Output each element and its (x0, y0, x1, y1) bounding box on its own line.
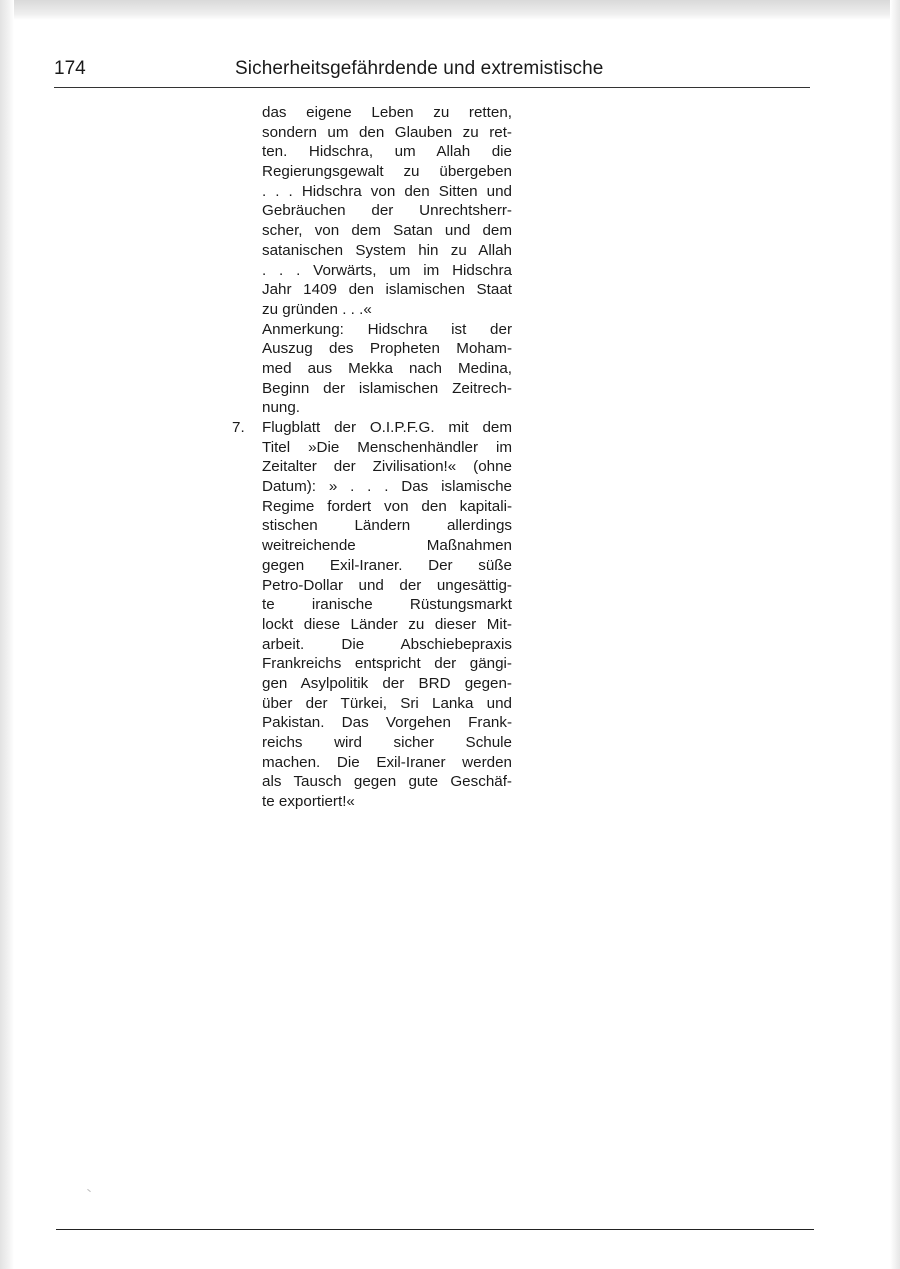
text-line: sondern um den Glauben zu ret- (262, 123, 512, 141)
text-line: satanischen System hin zu Allah (262, 241, 512, 259)
text-line: Pakistan. Das Vorgehen Frank- (262, 714, 512, 732)
header-rule (54, 87, 810, 88)
text-line: Regime fordert von den kapitali- (262, 497, 512, 515)
text-line: reichs wird sicher Schule (262, 734, 512, 751)
text-line: te exportiert!« (262, 793, 355, 811)
text-line: Datum): » . . . Das islamische (262, 478, 512, 496)
text-line: arbeit. Die Abschiebepraxis (262, 635, 512, 653)
text-line: Petro-Dollar und der ungesättig- (262, 576, 512, 594)
footer-rule (56, 1229, 814, 1230)
text-line: weitreichende Maßnahmen (262, 537, 512, 555)
text-line: gegen Exil-Iraner. Der süße (262, 556, 512, 574)
text-line: med aus Mekka nach Medina, (262, 359, 512, 377)
text-line: Titel »Die Menschenhändler im (262, 438, 512, 456)
text-line: lockt diese Länder zu dieser Mit- (262, 615, 512, 633)
text-line: Regierungsgewalt zu übergeben (262, 163, 512, 181)
text-line: scher, von dem Satan und dem (262, 222, 512, 240)
text-line: ten. Hidschra, um Allah die (262, 143, 512, 161)
text-line: zu gründen . . .« (262, 300, 372, 318)
text-line: machen. Die Exil-Iraner werden (262, 753, 512, 771)
scan-shadow-left (0, 0, 14, 1269)
text-line: über der Türkei, Sri Lanka und (262, 694, 512, 712)
text-line: nung. (262, 399, 301, 417)
text-line: das eigene Leben zu retten, (262, 104, 512, 121)
scan-speck (87, 1189, 91, 1192)
text-line: te iranische Rüstungsmarkt (262, 596, 512, 614)
text-line: Flugblatt der O.I.P.F.G. mit dem (262, 419, 512, 436)
running-head: Sicherheitsgefährdende und extremistische (235, 58, 604, 79)
list-item (232, 418, 512, 812)
text-line: Gebräuchen der Unrechtsherr- (262, 202, 512, 220)
text-line: stischen Ländern allerdings (262, 517, 512, 535)
text-column (232, 103, 512, 812)
scan-shadow-right (890, 0, 900, 1269)
text-line: Auszug des Propheten Moham- (262, 340, 512, 358)
text-line: Zeitalter der Zivilisation!« (ohne (262, 458, 512, 476)
text-line: . . . Vorwärts, um im Hidschra (262, 261, 512, 279)
page-number: 174 (54, 58, 86, 79)
list-item-number: 7. (232, 419, 245, 436)
text-line: als Tausch gegen gute Geschäf- (262, 773, 512, 791)
text-line: . . . Hidschra von den Sitten und (262, 182, 512, 200)
text-line: gen Asylpolitik der BRD gegen- (262, 674, 512, 692)
text-line: Anmerkung: Hidschra ist der (262, 320, 512, 338)
text-line: Beginn der islamischen Zeitrech- (262, 379, 512, 397)
text-line: Jahr 1409 den islamischen Staat (262, 281, 512, 299)
scan-shadow-top (0, 0, 900, 20)
text-line: Frankreichs entspricht der gängi- (262, 655, 512, 673)
